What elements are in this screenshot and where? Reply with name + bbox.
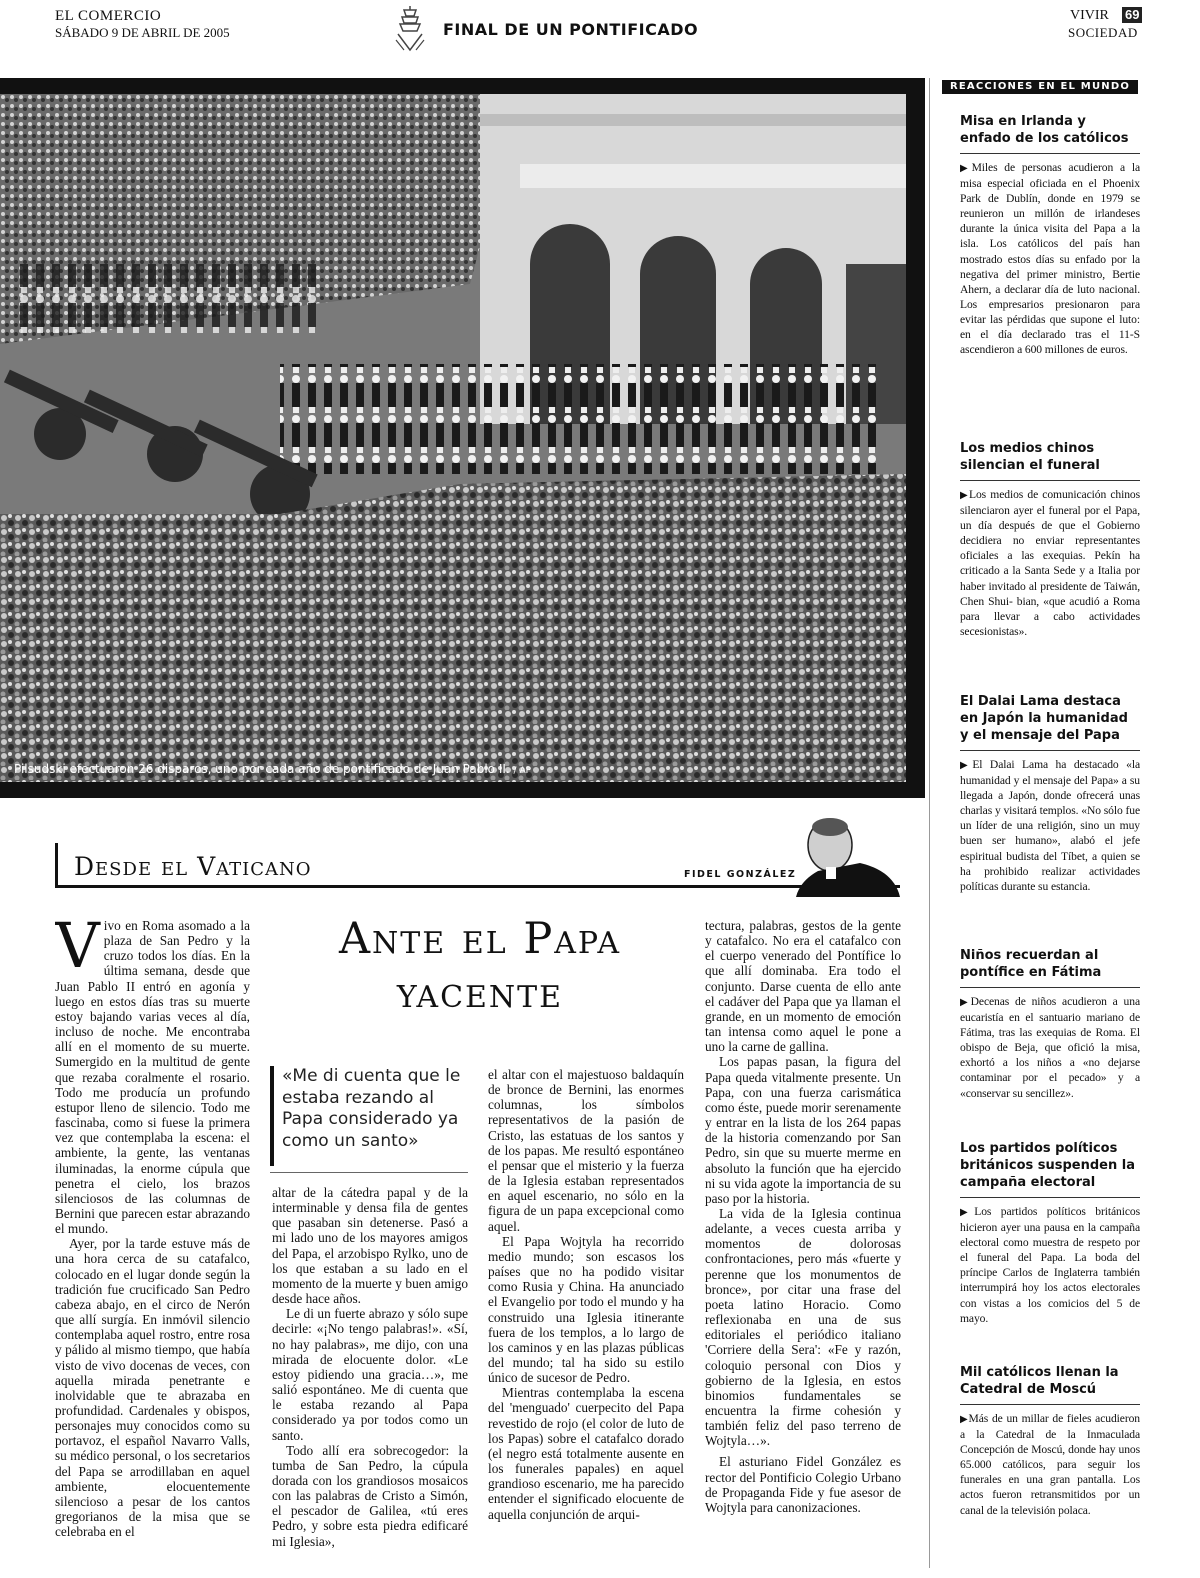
article-headline [270, 912, 690, 1020]
sidebar-body: ▶ Miles de personas acudieron a la misa especial oficiada en el Phoenix Park de Dublín, donde en 1979 se reunieron un millón de irlandeses durante la única visita del Papa a la isla. Los católicos del país han mostrado estos días su enfado por la negativa del primer ministro, Bertie Ahern, a declarar día de luto nacional. Los empresarios presionaron para evitar las pérdidas que supone el luto: en el día declarado tras el 11-S ascendieron a 600 millones de euros. [960, 160, 1140, 357]
photo-credit: / AP [513, 766, 532, 776]
ceremony-photo-image [0, 94, 906, 782]
article-paragraph: tectura, palabras, gestos de la gente y catafalco. No era el catafalco con el cuerpo venerado del Pontífice lo que allí dominaba. Era todo el conjunto. Darse cuenta de ello ante el cadáver del Papa que ya llaman el grande, en un momento de emoción tan intensa como aquel le pone a uno la carne de gallina. [705, 918, 901, 1055]
article-column-3 [488, 1067, 684, 1577]
article-paragraph: Le di un fuerte abrazo y sólo supe decirle: «¡No tengo palabras!». «Sí, no hay palabras», me dijo, con una mirada de elocuente dolor. «Le estoy pidiendo una gracia…», me salió espontáneo. Me di cuenta que le estaba rezando al Papa considerado ya por todos como un santo. [272, 1306, 468, 1443]
sidebar-body: ▶ El Dalai Lama ha destacado «la humanidad y el mensaje del Papa» a su llegada a Japón, donde ofrecerá unas charlas y visitará templos. «No sólo fue un líder de una religión, sino un muy buen ser humano», alabó el jefe espiritual budista del Tíbet, a quien se ha prohibido realizar actividades políticas durante su estancia. [960, 757, 1140, 894]
sidebar-body: ▶ Decenas de niños acudieron a una eucaristía en el santuario mariano de Fátima, tras las exequias de Roma. El obispo de Beja, que ofició la misa, exhortó a los niños a «no dejarse contaminar por el pecado» y a «conservar su sencillez». [960, 994, 1140, 1101]
article-column-4 [705, 918, 901, 1578]
article-column-1 [55, 918, 250, 1578]
subcategory-label: SOCIEDAD [1068, 25, 1138, 40]
article-paragraph: ivo en Roma asomado a la plaza de San Pedro y la cruzo todos los días. En la última semana, desde que Juan Pablo II entró en agonía y luego en estos días tras su muerte estoy bajando varias veces al día, incluso de noche. Me encontraba allí en el momento de su muerte. Sumergido en la multitud de gente que rezaba coralmente el rosario. Todo me producía un profundo estupor lleno de silencio. Todo me fascinaba, como si fuese la primera vez que contemplaba la escena: el ambiente, la gente, las ventanas iluminadas, la enorme cúpula que penetra el cielo, los brazos silenciosos de las columnas de Bernini que parecen estar abrazando el mundo. [55, 918, 250, 1237]
issue-date: SÁBADO 9 DE ABRIL DE 2005 [55, 25, 230, 40]
sidebar-heading: Los medios chinos silencian el funeral [960, 441, 1100, 473]
sidebar-item-irlanda [960, 113, 1140, 357]
pullquote-rule [270, 1172, 468, 1173]
author-bio: El asturiano Fidel González es rector del Pontificio Colegio Urbano de Propaganda Fide y fue asesor de Wojtyla para canonizaciones. [705, 1454, 901, 1515]
column-author: FIDEL GONZÁLEZ [684, 869, 797, 880]
article-paragraph: El Papa Wojtyla ha recorrido medio mundo; son escasos los países que no ha podido visitar como Rusia y China. Ha anunciado el Evangelio por todo el mundo y ha construido una Iglesia itinerante fuera de los templos, a lo largo de los caminos y en las plazas públicas del mundo; tal ha sido su estilo único de sucesor de Pedro. [488, 1233, 684, 1386]
divider [960, 750, 1140, 751]
sidebar-body: ▶ Los partidos políticos británicos hicieron ayer una pausa en la campaña electoral como muestra de respeto por el funeral del Papa. La boda del príncipe Carlos de Inglaterra también interrumpirá hoy los actos electorales con vistas a los comicios del 5 de mayo. [960, 1204, 1140, 1326]
divider [960, 1404, 1140, 1405]
divider [960, 987, 1140, 988]
article-paragraph: Los papas pasan, la figura del Papa queda vitalmente presente. Un Papa, con una fuerza carismática como éste, puede morir serenamente y entrar en la lista de los 264 papas de la historia comenzando por San Pedro, sin que su muerte merme en absoluto la función que ha ejercido ni su vida agote la importancia de su paso por la historia. [705, 1054, 901, 1206]
ceremony-scene-illustration [0, 94, 906, 782]
sidebar-item-britanicos [960, 1140, 1140, 1326]
article-paragraph: La vida de la Iglesia continua adelante, a veces cuesta arriba y momentos de dolorosas confrontaciones, pero más «fuerte y perenne que los monumentos de bronce», por citar una frase del poeta latino Horacio. Como reflexionaba en una de sus editoriales el periódico italiano 'Corriere della Sera': «Fe y razón, coloquio personal con Dios y gobierno de la Iglesia, en estos binomios fundamentales se encuentra la firme cohesión y también feliz del paso terreno de Wojtyla…». [705, 1205, 901, 1449]
pullquote: «Me di cuenta que le estaba rezando al Papa considerado ya como un santo» [282, 1066, 461, 1151]
sidebar-heading: Los partidos políticos británicos suspenden la campaña electoral [960, 1141, 1136, 1190]
caption-text: Pilsudski efectuaron 26 disparos, uno por cada año de pontificado de Juan Pablo II. [14, 762, 510, 776]
section-title: FINAL DE UN PONTIFICADO [443, 20, 699, 39]
sidebar-item-china [960, 440, 1140, 639]
article-paragraph: altar de la cátedra papal y de la interminable y densa fila de gentes que pasaban sin detenerse. Pasó a mi lado uno de los mayores amigos del Papa, el arzobispo Rylko, uno de los que estaban a su lado en el momento de la muerte y buen amigo desde hace años. [272, 1185, 468, 1307]
article-column-2 [272, 1185, 468, 1575]
divider [960, 1197, 1140, 1198]
page-number: 69 [1122, 7, 1142, 23]
sidebar-heading: Mil católicos llenan la Catedral de Moscú [960, 1365, 1119, 1397]
newspaper-name: EL COMERCIO [55, 8, 162, 24]
main-photo [0, 78, 925, 798]
headline-line-1: Ante el Papa [338, 914, 622, 964]
article-paragraph: Ayer, por la tarde estuve más de una hora cerca de su catafalco, colocado en el lugar donde según la tradición fue crucificado San Pedro cabeza abajo, en el circo de Nerón que allí surgía. En inmóvil silencio contemplaba aquel rostro, entre rosa y pálido al mismo tiempo, que había visto de vivo docenas de veces, con aquella mirada penetrante e inolvidable que te abrazaba en profundidad. Cardenales y obispos, personajes muy conocidos como su portavoz, el español Navarro Valls, su médico personal, o los secretarios del Papa se arrodillaban en aquel ambiente, elocuentemente silencioso a pesar de los cantos gregorianos de la misa que se celebraba en el [55, 1236, 250, 1540]
divider [960, 480, 1140, 481]
category-label: VIVIR [1070, 8, 1109, 23]
papal-emblem-icon [390, 6, 430, 54]
author-portrait-icon [788, 815, 900, 897]
article-paragraph: Todo allí era sobrecogedor: la tumba de San Pedro, la cúpula dorada con los grandiosos mosaicos con las palabras de Cristo a Simón, el pescador de Galilea, «tú eres Pedro, y sobre esta piedra edificaré mi Iglesia», [272, 1442, 468, 1549]
sidebar-item-dalai-lama [960, 693, 1140, 894]
sidebar-title: REACCIONES EN EL MUNDO [942, 80, 1138, 94]
sidebar-heading: Niños recuerdan al pontífice en Fátima [960, 948, 1102, 980]
divider [960, 153, 1140, 154]
kicker-rule [55, 885, 900, 888]
sidebar-heading: Misa en Irlanda y enfado de los católicos [960, 114, 1129, 146]
sidebar-body: ▶ Más de un millar de fieles acudieron a la Catedral de la Inmaculada Concepción de Moscú, donde hay unos 65.000 católicos, para seguir los funerales en una gran pantalla. Los actos fueron retransmitidos por un canal de la televisión polaca. [960, 1411, 1140, 1518]
kicker-bracket [55, 843, 68, 885]
article-paragraph: el altar con el majestuoso baldaquín de bronce de Bernini, las enormes columnas, los símbolos representativos de la pasión de Cristo, las estatuas de los santos y de los papas. Me resultó espontáneo el pensar que el misterio y la fuerza de la Iglesia estaban representados en aquel escenario, no sólo en la figura de un papa excepcional como aquel. [488, 1067, 684, 1234]
sidebar-body: ▶ Los medios de comunicación chinos silenciaron ayer el funeral por el Papa, un día después de que el Gobierno decidiera no enviar representantes oficiales a las exequias. Pekín ha criticado a la Santa Sede y a Italia por haber invitado al presidente de Taiwán, Chen Shui- bian, «que acudió a Roma para llevar a cabo actividades secesionistas». [960, 487, 1140, 639]
photo-caption [14, 762, 531, 776]
sidebar-item-fatima [960, 947, 1140, 1101]
article-paragraph: Mientras contemplaba la escena del 'menguado' cuerpecito del Papa revestido de rojo (el color de luto de los Papas) sobre el catafalco dorado (el negro está totalmente ausente en los funerales papales) en aquel grandioso escenario, me ha parecido entender el significado elocuente de aquella conjunción de arqui- [488, 1385, 684, 1522]
pullquote-bar [270, 1066, 274, 1166]
sidebar-heading: El Dalai Lama destaca en Japón la humanidad y el mensaje del Papa [960, 694, 1128, 743]
dropcap: V [55, 918, 100, 982]
sidebar-divider [929, 78, 930, 1568]
column-kicker: Desde el Vaticano [74, 852, 312, 881]
headline-line-2: yacente [396, 968, 564, 1018]
sidebar-item-moscu [960, 1364, 1140, 1518]
